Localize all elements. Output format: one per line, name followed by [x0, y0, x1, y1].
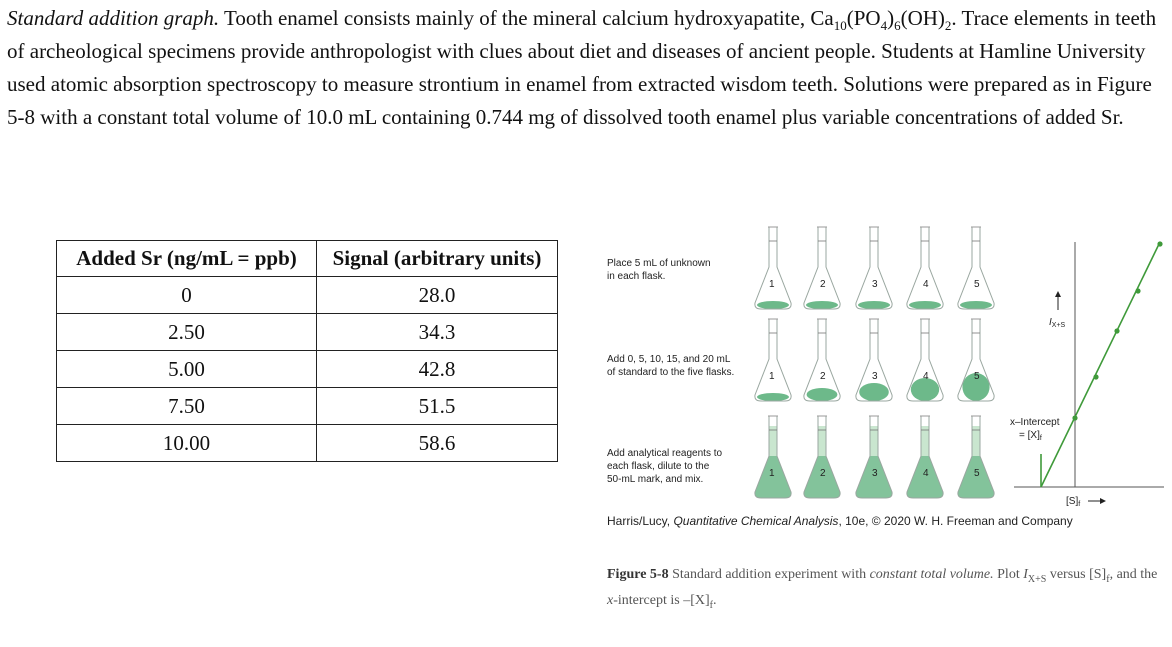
step-1-line-1: Place 5 mL of unknown [607, 258, 711, 269]
flask-number: 2 [820, 371, 826, 382]
flask [856, 319, 892, 401]
column-header-added-sr: Added Sr (ng/mL = ppb) [57, 241, 317, 277]
table-row [57, 314, 558, 351]
flask [856, 416, 892, 498]
data-point [1072, 415, 1077, 420]
data-point [1157, 241, 1162, 246]
step-3-line-3: 50-mL mark, and mix. [607, 474, 704, 485]
flask-number: 1 [769, 468, 775, 479]
step-3-line-1: Add analytical reagents to [607, 448, 723, 459]
flask [755, 319, 791, 401]
step-1-line-2: in each flask. [607, 271, 666, 282]
figure-caption: Figure 5-8 Standard addition experiment with constant total volume. Plot $I_{X+S}$ versus $[S]_f$, and the x-intercept is $-[X]_f$. [607, 567, 1158, 611]
problem-title: Standard addition graph. [7, 6, 220, 30]
flask-number: 4 [923, 468, 929, 479]
strontium-data-table [56, 240, 558, 462]
table-row [57, 351, 558, 388]
standard-addition-figure [600, 222, 1168, 512]
flask-number: 3 [872, 371, 878, 382]
step-2-line-2: of standard to the five flasks. [607, 367, 735, 378]
table-cell: 51.5 [317, 388, 558, 425]
formula-part: . [951, 6, 957, 30]
flask-number: 1 [769, 371, 775, 382]
subscript: 6 [894, 18, 901, 34]
table-cell: 28.0 [317, 277, 558, 314]
table-cell: 5.00 [57, 351, 317, 388]
data-point [1093, 374, 1098, 379]
flask-number: 3 [872, 468, 878, 479]
data-point [1114, 328, 1119, 333]
flask-number: 5 [974, 279, 980, 290]
flask-number: 5 [974, 371, 980, 382]
subscript: 2 [944, 18, 952, 34]
flask-number: 4 [923, 371, 929, 382]
problem-body: Trace elements in teeth of archeological specimens provide anthropologist with clues about diet and diseases of ancient people. Students at Hamline University used atomic absorption spectroscopy to measure strontium in enamel from extracted wisdom teeth. Solutions were prepared as in Figure 5-8 with a constant total volume of 10.0 mL containing 0.744 mg of dissolved tooth enamel plus variable concentrations of added Sr. [7, 6, 1157, 129]
data-point [1135, 288, 1140, 293]
flask-rows [755, 227, 994, 498]
table-cell: 58.6 [317, 425, 558, 462]
column-header-signal: Signal (arbitrary units) [317, 241, 558, 277]
flask [804, 416, 840, 498]
problem-sentence-1: Tooth enamel consists mainly of the mineral calcium hydroxyapatite, Ca [224, 6, 834, 30]
flask [907, 416, 943, 498]
table-cell: 2.50 [57, 314, 317, 351]
intercept-label-2: = $[X]_f$ [1019, 430, 1042, 442]
book-title: Quantitative Chemical Analysis [673, 514, 839, 528]
flask [755, 227, 791, 309]
flask-number: 5 [974, 468, 980, 479]
table-row [57, 277, 558, 314]
flask [804, 227, 840, 309]
intercept-label-1: x–Intercept [1010, 417, 1060, 428]
standard-addition-graph [1010, 241, 1164, 508]
subscript: 10 [833, 18, 847, 34]
flask [804, 319, 840, 401]
table-cell: 0 [57, 277, 317, 314]
table-row [57, 425, 558, 462]
flask [907, 227, 943, 309]
flask [907, 319, 943, 401]
table-cell: 42.8 [317, 351, 558, 388]
y-axis-label: $I_{X+S}$ [1049, 317, 1066, 329]
flask [755, 416, 791, 498]
table-row [57, 388, 558, 425]
flask [856, 227, 892, 309]
figure-credit: Harris/Lucy, Quantitative Chemical Analysis, 10e, © 2020 W. H. Freeman and Company [607, 514, 1073, 528]
flask-number: 4 [923, 279, 929, 290]
formula-part: ) [887, 6, 895, 30]
table-cell: 34.3 [317, 314, 558, 351]
table-header-row [57, 241, 558, 277]
flask [958, 319, 994, 401]
flask [958, 416, 994, 498]
formula-part: (PO [846, 6, 881, 30]
problem-text [7, 2, 1167, 134]
step-2-line-1: Add 0, 5, 10, 15, and 20 mL [607, 354, 731, 365]
calibration-line [1041, 242, 1160, 487]
x-axis-label: $[S]_f$ [1066, 496, 1081, 508]
flask-number: 1 [769, 279, 775, 290]
flask-number: 2 [820, 468, 826, 479]
table-cell: 10.00 [57, 425, 317, 462]
flask-number: 3 [872, 279, 878, 290]
flask [958, 227, 994, 309]
subscript: 4 [880, 18, 888, 34]
step-3-line-2: each flask, dilute to the [607, 461, 710, 472]
formula-part: (OH) [900, 6, 945, 30]
x-arrow-head-icon [1100, 498, 1106, 504]
y-arrow-head-icon [1055, 291, 1061, 297]
flask-number: 2 [820, 279, 826, 290]
table-cell: 7.50 [57, 388, 317, 425]
figure-label: Figure 5-8 [607, 567, 669, 582]
